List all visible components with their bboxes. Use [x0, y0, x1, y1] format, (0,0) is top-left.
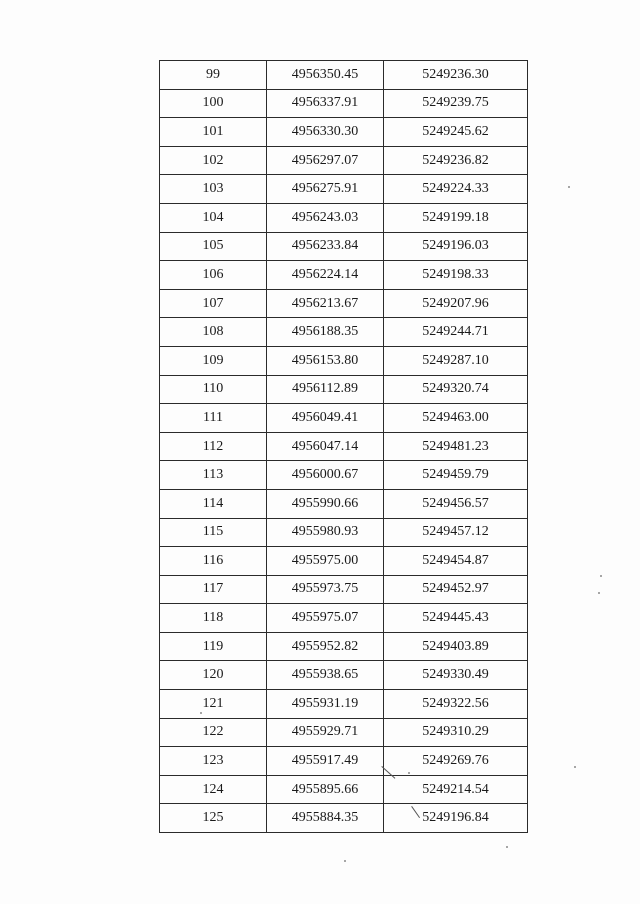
point-number-cell: 122 [160, 718, 267, 747]
point-number-cell: 113 [160, 461, 267, 490]
y-coordinate-cell: 5249320.74 [384, 375, 528, 404]
scan-speck [200, 712, 202, 714]
point-number-cell: 104 [160, 203, 267, 232]
y-coordinate-cell: 5249244.71 [384, 318, 528, 347]
y-coordinate-cell: 5249236.30 [384, 61, 528, 90]
table-row [160, 89, 528, 118]
point-number-cell: 115 [160, 518, 267, 547]
x-coordinate-cell: 4956297.07 [267, 146, 384, 175]
x-coordinate-cell: 4956000.67 [267, 461, 384, 490]
x-coordinate-cell: 4956213.67 [267, 289, 384, 318]
point-number-cell: 110 [160, 375, 267, 404]
table-row [160, 690, 528, 719]
y-coordinate-cell: 5249322.56 [384, 690, 528, 719]
y-coordinate-cell: 5249452.97 [384, 575, 528, 604]
point-number-cell: 118 [160, 604, 267, 633]
y-coordinate-cell: 5249457.12 [384, 518, 528, 547]
y-coordinate-cell: 5249330.49 [384, 661, 528, 690]
x-coordinate-cell: 4956350.45 [267, 61, 384, 90]
point-number-cell: 103 [160, 175, 267, 204]
point-number-cell: 119 [160, 632, 267, 661]
x-coordinate-cell: 4956243.03 [267, 203, 384, 232]
scan-speck [598, 592, 600, 594]
y-coordinate-cell: 5249459.79 [384, 461, 528, 490]
point-number-cell: 111 [160, 404, 267, 433]
point-number-cell: 124 [160, 775, 267, 804]
x-coordinate-cell: 4956233.84 [267, 232, 384, 261]
x-coordinate-cell: 4955895.66 [267, 775, 384, 804]
point-number-cell: 106 [160, 261, 267, 290]
y-coordinate-cell: 5249310.29 [384, 718, 528, 747]
point-number-cell: 123 [160, 747, 267, 776]
y-coordinate-cell: 5249269.76 [384, 747, 528, 776]
coordinate-table-body [160, 61, 528, 833]
point-number-cell: 125 [160, 804, 267, 833]
y-coordinate-cell: 5249236.82 [384, 146, 528, 175]
x-coordinate-cell: 4955980.93 [267, 518, 384, 547]
table-row [160, 432, 528, 461]
y-coordinate-cell: 5249456.57 [384, 489, 528, 518]
x-coordinate-cell: 4956188.35 [267, 318, 384, 347]
x-coordinate-cell: 4956330.30 [267, 118, 384, 147]
coordinate-table [159, 60, 528, 833]
point-number-cell: 112 [160, 432, 267, 461]
table-row [160, 461, 528, 490]
table-row [160, 261, 528, 290]
table-row [160, 604, 528, 633]
point-number-cell: 116 [160, 547, 267, 576]
y-coordinate-cell: 5249403.89 [384, 632, 528, 661]
table-row [160, 375, 528, 404]
scan-speck [600, 575, 602, 577]
y-coordinate-cell: 5249245.62 [384, 118, 528, 147]
x-coordinate-cell: 4956112.89 [267, 375, 384, 404]
table-row [160, 203, 528, 232]
table-row [160, 118, 528, 147]
y-coordinate-cell: 5249224.33 [384, 175, 528, 204]
x-coordinate-cell: 4955975.00 [267, 547, 384, 576]
x-coordinate-cell: 4956224.14 [267, 261, 384, 290]
x-coordinate-cell: 4955990.66 [267, 489, 384, 518]
scan-speck [506, 846, 508, 848]
table-row [160, 518, 528, 547]
table-row [160, 232, 528, 261]
table-row [160, 318, 528, 347]
table-row [160, 661, 528, 690]
y-coordinate-cell: 5249454.87 [384, 547, 528, 576]
y-coordinate-cell: 5249198.33 [384, 261, 528, 290]
x-coordinate-cell: 4955931.19 [267, 690, 384, 719]
table-row [160, 575, 528, 604]
table-row [160, 289, 528, 318]
y-coordinate-cell: 5249445.43 [384, 604, 528, 633]
table-row [160, 346, 528, 375]
y-coordinate-cell: 5249481.23 [384, 432, 528, 461]
x-coordinate-cell: 4955973.75 [267, 575, 384, 604]
x-coordinate-cell: 4955938.65 [267, 661, 384, 690]
table-row [160, 175, 528, 204]
x-coordinate-cell: 4956153.80 [267, 346, 384, 375]
table-row [160, 747, 528, 776]
point-number-cell: 114 [160, 489, 267, 518]
x-coordinate-cell: 4955884.35 [267, 804, 384, 833]
x-coordinate-cell: 4955975.07 [267, 604, 384, 633]
y-coordinate-cell: 5249199.18 [384, 203, 528, 232]
table-row [160, 404, 528, 433]
x-coordinate-cell: 4955929.71 [267, 718, 384, 747]
scan-speck [568, 186, 570, 188]
y-coordinate-cell: 5249287.10 [384, 346, 528, 375]
y-coordinate-cell: 5249239.75 [384, 89, 528, 118]
x-coordinate-cell: 4956047.14 [267, 432, 384, 461]
point-number-cell: 105 [160, 232, 267, 261]
point-number-cell: 109 [160, 346, 267, 375]
x-coordinate-cell: 4956275.91 [267, 175, 384, 204]
y-coordinate-cell: 5249196.84 [384, 804, 528, 833]
point-number-cell: 99 [160, 61, 267, 90]
y-coordinate-cell: 5249214.54 [384, 775, 528, 804]
scan-speck [574, 766, 576, 768]
x-coordinate-cell: 4955952.82 [267, 632, 384, 661]
x-coordinate-cell: 4955917.49 [267, 747, 384, 776]
table-row [160, 775, 528, 804]
y-coordinate-cell: 5249463.00 [384, 404, 528, 433]
point-number-cell: 102 [160, 146, 267, 175]
table-row [160, 547, 528, 576]
table-row [160, 718, 528, 747]
point-number-cell: 108 [160, 318, 267, 347]
point-number-cell: 120 [160, 661, 267, 690]
y-coordinate-cell: 5249196.03 [384, 232, 528, 261]
y-coordinate-cell: 5249207.96 [384, 289, 528, 318]
point-number-cell: 121 [160, 690, 267, 719]
x-coordinate-cell: 4956049.41 [267, 404, 384, 433]
table-row [160, 804, 528, 833]
point-number-cell: 107 [160, 289, 267, 318]
scan-speck [408, 772, 410, 774]
x-coordinate-cell: 4956337.91 [267, 89, 384, 118]
point-number-cell: 101 [160, 118, 267, 147]
point-number-cell: 100 [160, 89, 267, 118]
table-row [160, 489, 528, 518]
table-row [160, 61, 528, 90]
point-number-cell: 117 [160, 575, 267, 604]
table-row [160, 632, 528, 661]
scan-speck [344, 860, 346, 862]
table-row [160, 146, 528, 175]
